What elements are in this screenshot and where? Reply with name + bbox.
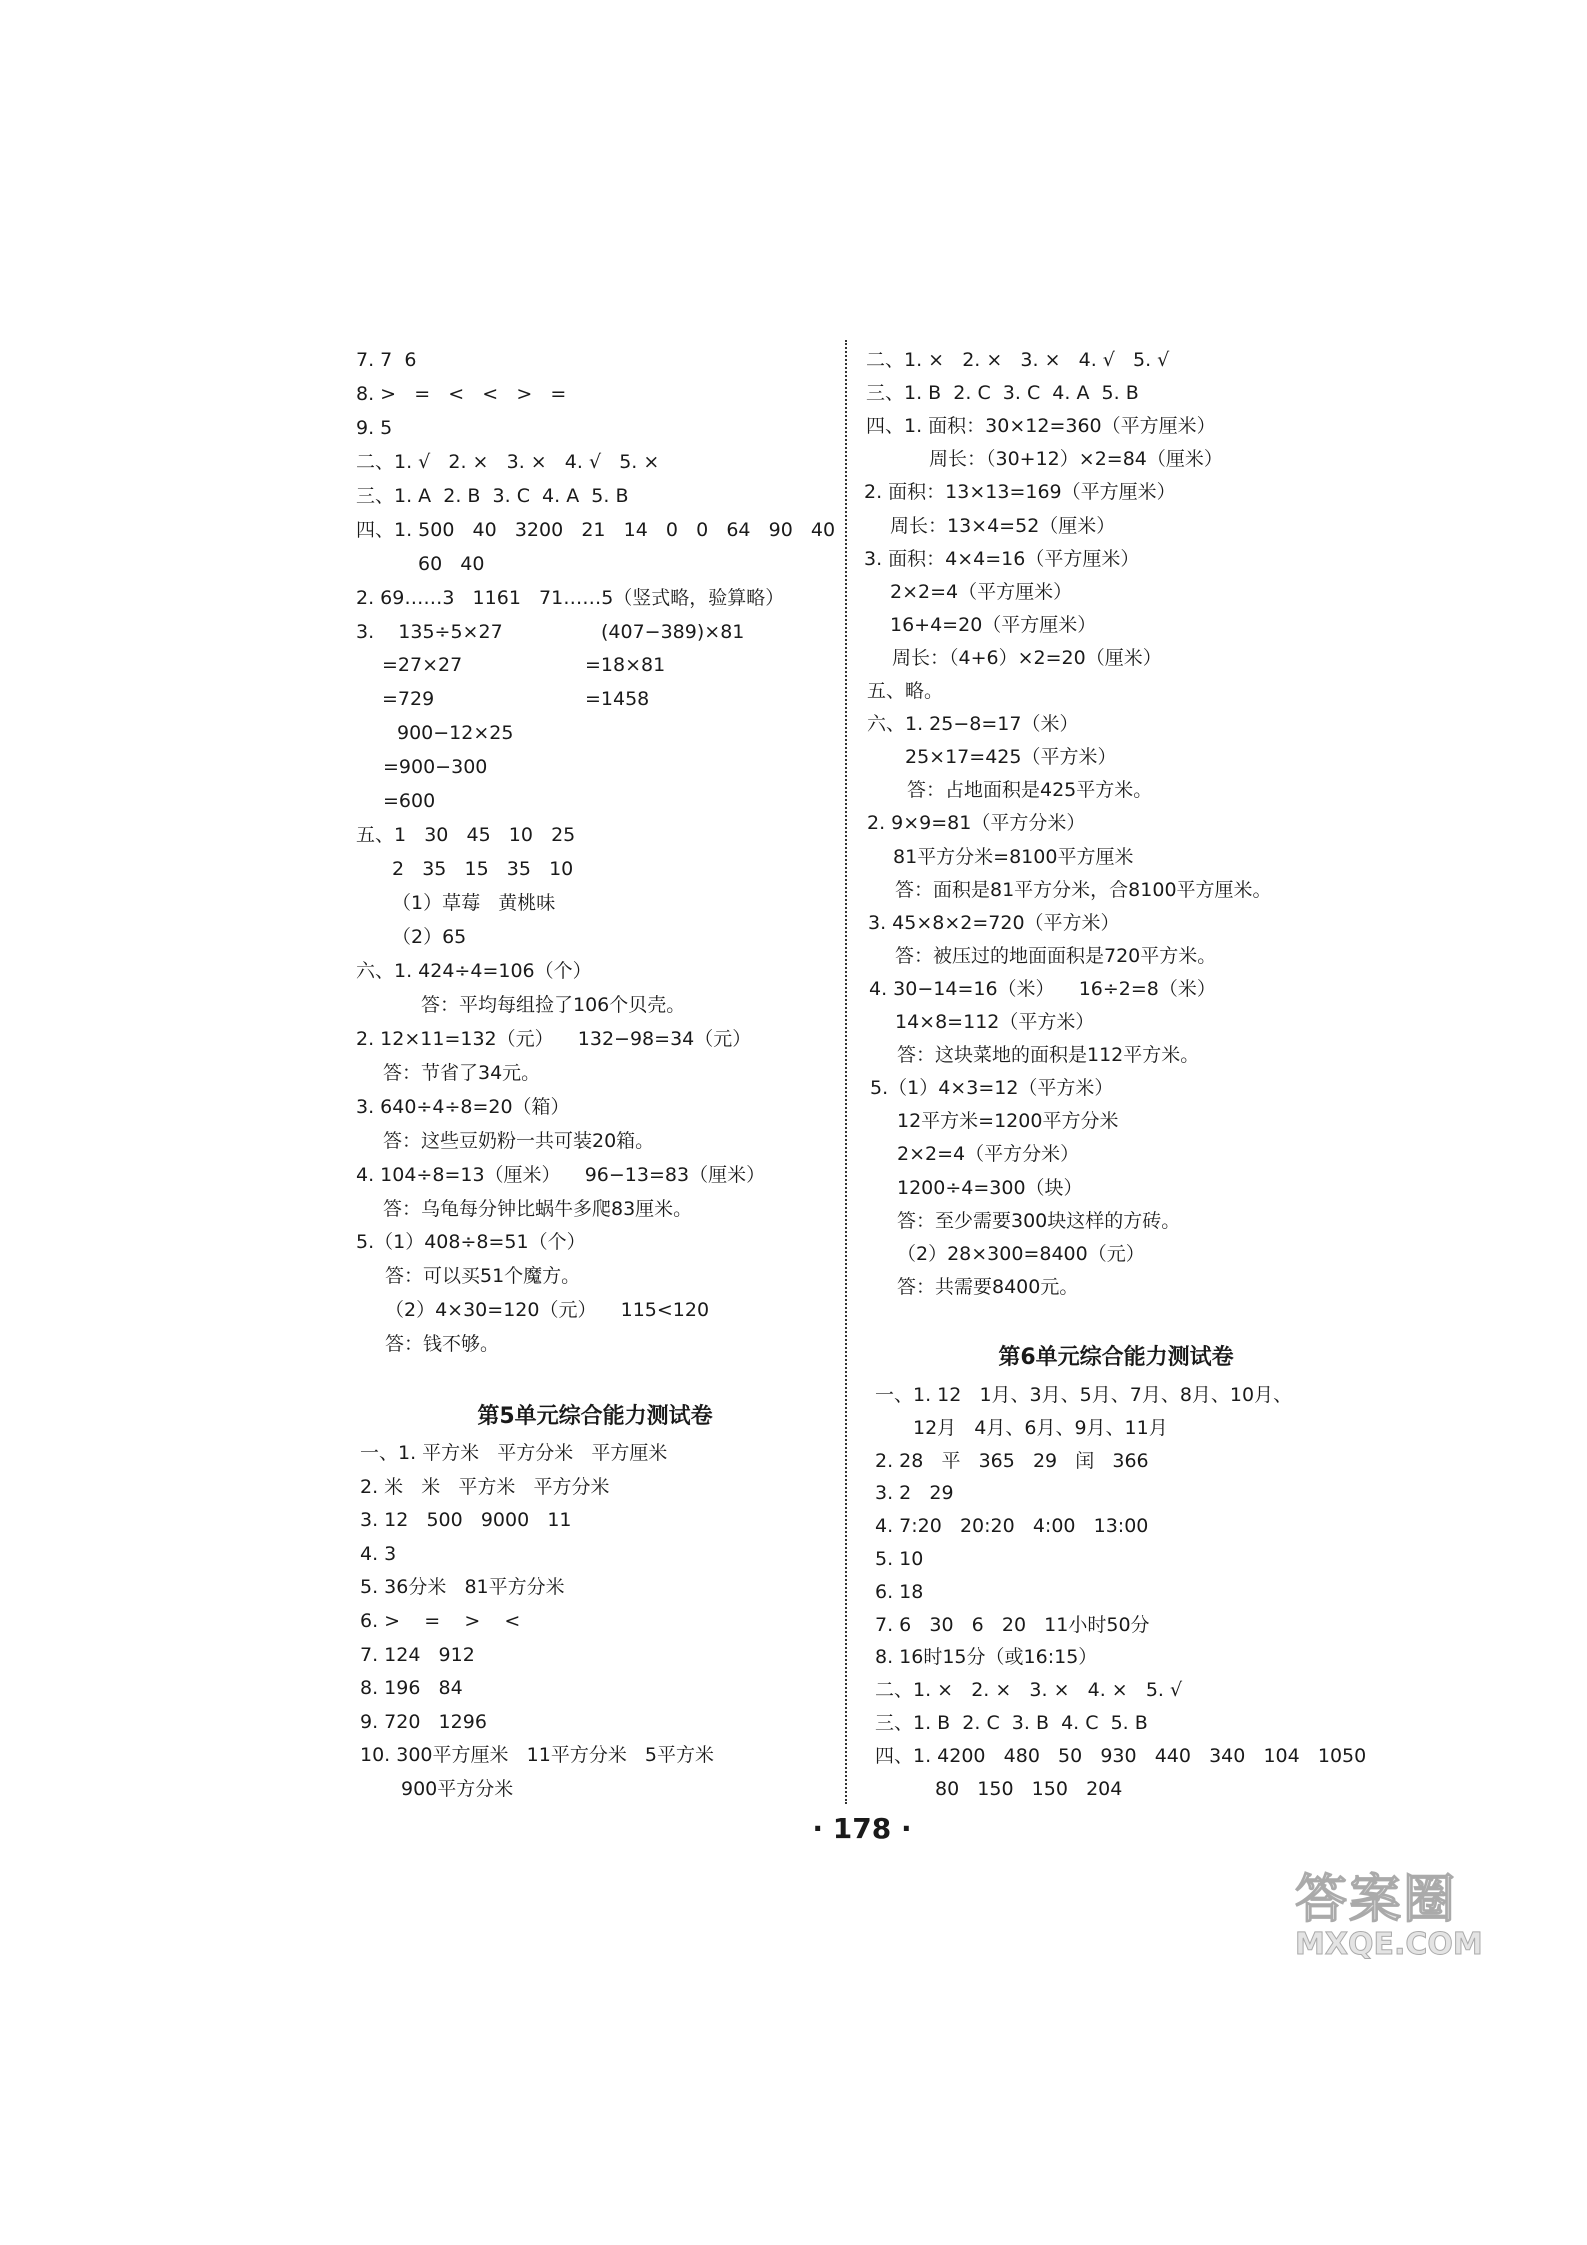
answer-text: （2）65 (392, 925, 467, 948)
answer-line (0, 446, 1587, 472)
answer-text: 7. 6 30 6 20 11小时50分 (875, 1613, 1150, 1636)
answer-text: 5.（1）4×3=12（平方米） (870, 1077, 1114, 1100)
answer-line (0, 744, 1587, 770)
answer-text: 四、1. 面积：30×12=360（平方厘米） (866, 415, 1216, 438)
answer-text: 六、1. 25−8=17（米） (867, 713, 1079, 736)
answer-text: 5. 10 (875, 1548, 924, 1570)
answer-line (0, 1448, 1587, 1474)
answer-line (0, 1546, 1587, 1572)
answer-line (0, 910, 1587, 936)
answer-text: （2）4×30=120（元） 115<120 (385, 1299, 710, 1322)
answer-text: 4. 104÷8=13（厘米） 96−13=83（厘米） (356, 1163, 766, 1186)
answer-line (0, 546, 1587, 572)
answer-line (0, 1743, 1587, 1769)
answer-text: 答：钱不够。 (385, 1333, 500, 1356)
answer-text: 3. 2 29 (875, 1482, 954, 1505)
answer-text: 二、1. × 2. × 3. × 4. √ 5. √ (866, 349, 1170, 371)
answer-text: 4. 7:20 20:20 4:00 13:00 (875, 1515, 1149, 1538)
answer-text: 900−12×25 (397, 722, 514, 745)
answer-text: 五、略。 (867, 680, 944, 702)
answer-line (0, 347, 1587, 373)
answer-text: 60 40 (418, 552, 485, 575)
answer-text: 六、1. 424÷4=106（个） (356, 959, 592, 982)
answer-text: 二、1. × 2. × 3. × 4. × 5. √ (875, 1679, 1183, 1702)
answer-line (0, 1677, 1587, 1703)
answer-line (0, 1382, 1587, 1408)
unit-5-title: 第5单元综合能力测试卷 (477, 1404, 713, 1429)
answer-text: 6. 18 (875, 1580, 924, 1603)
answer-text: 16+4=20（平方厘米） (890, 613, 1097, 636)
answer-text: 答：这块菜地的面积是112平方米。 (897, 1044, 1200, 1067)
answer-text-second: =18×81 (585, 654, 666, 677)
answer-text: 1200÷4=300（块） (897, 1176, 1083, 1199)
answer-text: 7. 124 912 (360, 1643, 475, 1666)
answer-text: 答：被压过的地面面积是720平方米。 (895, 944, 1217, 967)
answer-line (0, 380, 1587, 406)
answer-text: 12月 4月、6月、9月、11月 (913, 1416, 1168, 1439)
answer-text: 2 35 15 35 10 (392, 858, 574, 881)
answer-line (0, 1175, 1587, 1201)
answer-text: 周长：（4+6）×2=20（厘米） (892, 646, 1162, 669)
answer-text: 7. 7 6 (356, 349, 417, 371)
answer-text: 25×17=425（平方米） (905, 746, 1117, 769)
answer-line (0, 413, 1587, 439)
answer-line (0, 1710, 1587, 1736)
answer-line (0, 1644, 1587, 1670)
answer-text: 一、1. 12 1月、3月、5月、7月、8月、10月、 (875, 1384, 1293, 1406)
answer-text: 900平方分米 (401, 1778, 514, 1800)
answer-text: 80 150 150 204 (935, 1777, 1123, 1800)
answer-text: 14×8=112（平方米） (895, 1011, 1095, 1033)
answer-text: 答：乌龟每分钟比蜗牛多爬83厘米。 (383, 1197, 693, 1220)
answer-text: 2. 69……3 1161 71……5（竖式略，验算略） (356, 586, 785, 609)
answer-line (0, 513, 1587, 539)
answer-text: 3. 12 500 9000 11 (360, 1509, 572, 1532)
watermark-logo (1295, 1870, 1483, 1967)
answer-text: 81平方分米=8100平方厘米 (893, 845, 1134, 868)
answer-text: （2）28×300=8400（元） (897, 1242, 1145, 1265)
answer-line (0, 1009, 1587, 1035)
answer-text: 答：占地面积是425平方米。 (907, 779, 1153, 802)
answer-text: 答：面积是81平方分米，合8100平方厘米。 (895, 878, 1272, 901)
answer-line (0, 810, 1587, 836)
answer-text: 四、1. 500 40 3200 21 14 0 0 64 90 40 (356, 518, 836, 541)
answer-text: （1）草莓 黄桃味 (392, 892, 556, 915)
answer-text: 三、1. B 2. C 3. B 4. C 5. B (875, 1712, 1148, 1734)
answer-text: 9. 720 1296 (360, 1710, 487, 1733)
answer-text: 8. 16时15分（或16:15） (875, 1646, 1098, 1669)
answer-line (0, 877, 1587, 903)
answer-text: 答：可以买51个魔方。 (385, 1265, 581, 1288)
answer-text: =600 (383, 790, 436, 813)
watermark-logo-text: 答案圈 (1295, 1870, 1458, 1930)
answer-text: 10. 300平方厘米 11平方分米 5平方米 (360, 1744, 715, 1767)
answer-line (0, 711, 1587, 737)
answer-text-second: (407−389)×81 (601, 620, 745, 643)
answer-text: 9. 5 (356, 416, 393, 439)
answer-text: 2. 米 米 平方米 平方分米 (360, 1475, 610, 1498)
answer-text: =27×27 (382, 654, 463, 677)
answer-line (0, 1042, 1587, 1068)
unit-6-title: 第6单元综合能力测试卷 (998, 1345, 1234, 1370)
answer-line (0, 579, 1587, 605)
answer-text: =729 (382, 688, 435, 711)
answer-line (0, 1108, 1587, 1134)
answer-line (0, 1241, 1587, 1267)
answer-text: 5.（1）408÷8=51（个） (356, 1231, 586, 1254)
answer-text: 周长：13×4=52（厘米） (890, 514, 1116, 537)
answer-text: 3. 640÷4÷8=20（箱） (356, 1095, 570, 1118)
answer-text: 周长：（30+12）×2=84（厘米） (929, 448, 1223, 471)
answer-text: 3. 面积：4×4=16（平方厘米） (864, 547, 1140, 570)
answer-line (0, 777, 1587, 803)
answer-text: 二、1. √ 2. × 3. × 4. √ 5. × (356, 450, 660, 473)
answer-text: 6. > = > < (360, 1610, 521, 1632)
watermark-site-text: MXQE.COM (1295, 1927, 1483, 1962)
answer-line (0, 1612, 1587, 1638)
answer-text: 3. 135÷5×27 (356, 620, 503, 643)
answer-text: 答：至少需要300块这样的方砖。 (897, 1209, 1181, 1232)
answer-text: 2. 面积：13×13=169（平方厘米） (864, 481, 1176, 504)
answer-text: 三、1. A 2. B 3. C 4. A 5. B (356, 484, 629, 507)
answer-text: 答：这些豆奶粉一共可装20箱。 (383, 1129, 655, 1152)
answer-text: =900−300 (383, 756, 488, 779)
answer-text: 8. > = < < > = (356, 382, 567, 405)
answer-text: 一、1. 平方米 平方分米 平方厘米 (360, 1442, 668, 1464)
answer-text: 8. 196 84 (360, 1677, 463, 1700)
answer-line (0, 1513, 1587, 1539)
answer-text: 5. 36分米 81平方分米 (360, 1576, 565, 1599)
answer-line (0, 1331, 1587, 1357)
answer-line (0, 1579, 1587, 1605)
answer-text: 五、1 30 45 10 25 (356, 824, 576, 847)
answer-line (0, 1208, 1587, 1234)
answer-line (0, 1274, 1587, 1300)
answer-line (0, 479, 1587, 505)
answer-text: 2. 9×9=81（平方分米） (867, 812, 1086, 835)
answer-line (0, 1480, 1587, 1506)
answer-line (0, 678, 1587, 704)
page-number: · 178 · (812, 1812, 912, 1845)
answer-text: 四、1. 4200 480 50 930 440 340 104 1050 (875, 1744, 1367, 1767)
answer-line (0, 1297, 1587, 1323)
answer-text: 2. 28 平 365 29 闰 366 (875, 1449, 1149, 1472)
answer-text: 答：平均每组捡了106个贝壳。 (421, 993, 686, 1016)
answer-text: 2×2=4（平方分米） (897, 1143, 1080, 1166)
answer-text-second: =1458 (585, 688, 650, 711)
answer-line (0, 976, 1587, 1002)
answer-text: 2. 12×11=132（元） 132−98=34（元） (356, 1027, 752, 1050)
answer-text: 3. 45×8×2=720（平方米） (868, 911, 1120, 934)
answer-line (0, 943, 1587, 969)
answer-line (0, 1075, 1587, 1101)
answer-text: 2×2=4（平方厘米） (890, 580, 1073, 603)
answer-line (0, 1141, 1587, 1167)
answer-line (0, 844, 1587, 870)
answer-line (0, 645, 1587, 671)
answer-text: 答：共需要8400元。 (897, 1275, 1079, 1298)
answer-line (0, 612, 1587, 638)
answer-text: 答：节省了34元。 (383, 1061, 541, 1084)
answer-text: 三、1. B 2. C 3. C 4. A 5. B (866, 382, 1139, 405)
answer-text: 4. 3 (360, 1542, 397, 1565)
answer-line (0, 1776, 1587, 1802)
answer-text: 4. 30−14=16（米） 16÷2=8（米） (869, 977, 1216, 1000)
answer-text: 12平方米=1200平方分米 (897, 1110, 1119, 1133)
answer-line (0, 1415, 1587, 1441)
